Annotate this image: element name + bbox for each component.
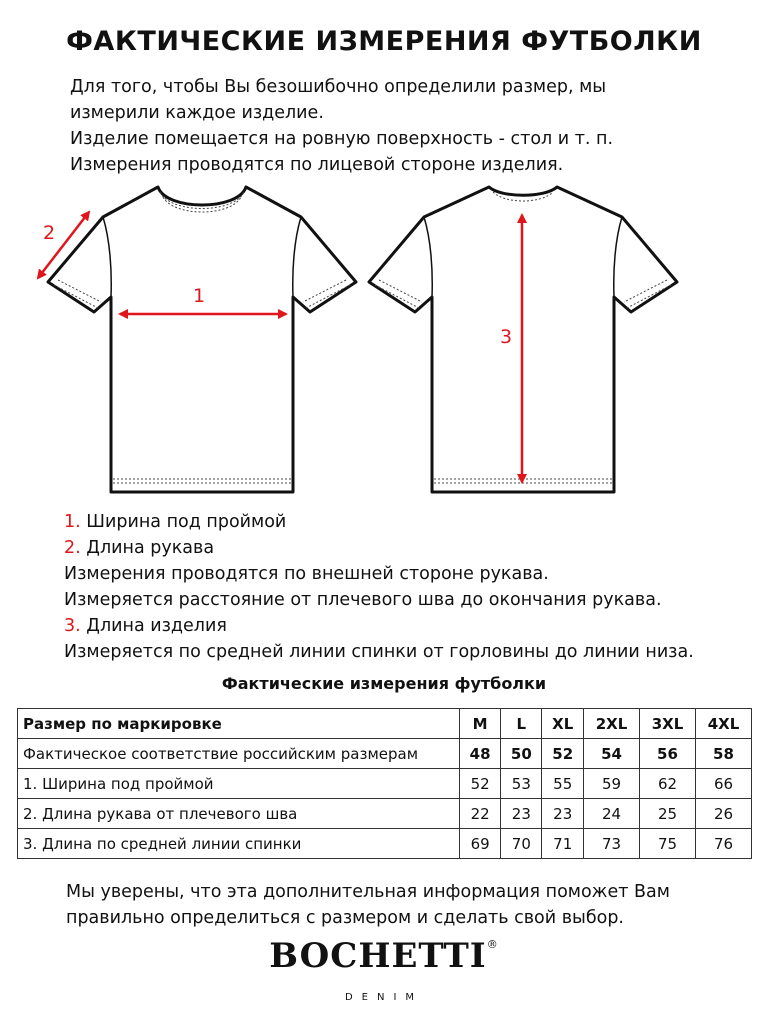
table-cell: 52 (460, 769, 501, 799)
table-cell: 59 (584, 769, 640, 799)
row-label: Фактическое соответствие российским размерам (18, 739, 460, 769)
table-cell: 52 (542, 739, 584, 769)
brand-name: BOCHETTI (269, 936, 487, 976)
legend-note: Измеряется по средней линии спинки от горловины до линии низа. (64, 642, 694, 662)
row-label: 3. Длина по средней линии спинки (18, 829, 460, 859)
legend-text: Длина изделия (86, 616, 227, 636)
row-label: 2. Длина рукава от плечевого шва (18, 799, 460, 829)
table-cell: 50 (501, 739, 542, 769)
legend-note: Измеряется расстояние от плечевого шва до окончания рукава. (64, 590, 662, 610)
table-cell: 53 (501, 769, 542, 799)
table-cell: 48 (460, 739, 501, 769)
size-header: M (460, 709, 501, 739)
table-cell: 23 (501, 799, 542, 829)
intro-line: Изделие помещается на ровную поверхность - стол и т. п. (70, 129, 614, 149)
table-cell: 54 (584, 739, 640, 769)
size-table (17, 708, 752, 859)
brand-logo (0, 936, 768, 976)
table-cell: 22 (460, 799, 501, 829)
legend-number: 2. (64, 538, 81, 558)
legend-item-sleeve (64, 535, 754, 561)
closing-text (66, 879, 746, 931)
table-row (18, 829, 752, 859)
table-title: Фактические измерения футболки (221, 674, 547, 693)
table-cell: 70 (501, 829, 542, 859)
size-header: 3XL (640, 709, 696, 739)
size-header: 2XL (584, 709, 640, 739)
legend-item-length (64, 613, 754, 639)
size-header: L (501, 709, 542, 739)
table-cell: 62 (640, 769, 696, 799)
table-cell: 73 (584, 829, 640, 859)
legend-number: 1. (64, 512, 81, 532)
table-cell: 58 (695, 739, 751, 769)
table-cell: 76 (695, 829, 751, 859)
table-cell: 26 (695, 799, 751, 829)
page-title: ФАКТИЧЕСКИЕ ИЗМЕРЕНИЯ ФУТБОЛКИ (66, 26, 702, 57)
tshirt-front-details (54, 192, 350, 483)
table-cell: 66 (695, 769, 751, 799)
legend-note: Измерения проводятся по внешней стороне рукава. (64, 564, 549, 584)
table-cell: 25 (640, 799, 696, 829)
legend-text: Длина рукава (86, 538, 215, 558)
registered-mark: ® (486, 938, 499, 951)
brand-subtitle: DENIM (344, 992, 424, 1003)
legend-text: Ширина под проймой (86, 512, 287, 532)
table-header-row (18, 709, 752, 739)
legend-item-chest (64, 509, 754, 535)
table-row (18, 769, 752, 799)
measurement-legend (64, 509, 754, 665)
intro-line: Измерения проводятся по лицевой стороне изделия. (70, 155, 564, 175)
table-row (18, 799, 752, 829)
marker-3-label: 3 (500, 326, 513, 348)
closing-line: Мы уверены, что эта дополнительная информация поможет Вам (66, 882, 670, 902)
size-header: 4XL (695, 709, 751, 739)
table-cell: 23 (542, 799, 584, 829)
table-cell: 69 (460, 829, 501, 859)
marker-1-label: 1 (193, 285, 206, 307)
table-cell: 24 (584, 799, 640, 829)
tshirt-front (48, 187, 356, 492)
intro-line: измерили каждое изделие. (70, 103, 324, 123)
table-cell: 75 (640, 829, 696, 859)
table-cell: 55 (542, 769, 584, 799)
table-row (18, 739, 752, 769)
row-label: 1. Ширина под проймой (18, 769, 460, 799)
legend-number: 3. (64, 616, 81, 636)
size-header: XL (542, 709, 584, 739)
table-cell: 56 (640, 739, 696, 769)
table-header-label: Размер по маркировке (18, 709, 460, 739)
intro-text (70, 74, 730, 178)
marker-2-label: 2 (43, 222, 56, 244)
table-cell: 71 (542, 829, 584, 859)
intro-line: Для того, чтобы Вы безошибочно определили размер, мы (70, 77, 607, 97)
tshirt-diagram (0, 180, 768, 500)
closing-line: правильно определиться с размером и сделать свой выбор. (66, 908, 624, 928)
